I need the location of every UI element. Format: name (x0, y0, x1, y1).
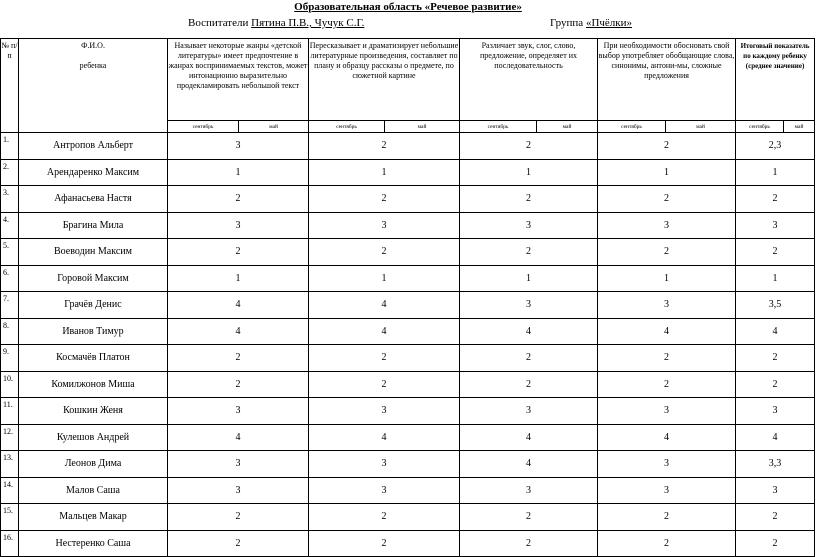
score-cell: 3 (460, 212, 598, 239)
score-cell: 1 (460, 159, 598, 186)
child-name: Афанасьева Настя (19, 186, 168, 213)
educators: Воспитатели Пятина П.В., Чучук С.Г. (188, 17, 365, 29)
score-cell: 2 (309, 133, 460, 160)
row-number: 12. (1, 424, 19, 451)
header-num: № п/п (1, 39, 19, 133)
row-number: 4. (1, 212, 19, 239)
table-row (1, 133, 815, 160)
score-cell: 2 (460, 239, 598, 266)
sub-may: май (537, 121, 598, 133)
score-cell: 2 (168, 345, 309, 372)
score-cell: 2 (309, 186, 460, 213)
row-number: 6. (1, 265, 19, 292)
sub-sep: сентябрь (460, 121, 537, 133)
score-cell: 4 (460, 424, 598, 451)
child-name: Арендаренко Максим (19, 159, 168, 186)
child-name: Воеводин Максим (19, 239, 168, 266)
score-cell: 1 (460, 265, 598, 292)
score-cell: 2 (309, 371, 460, 398)
table-row (1, 530, 815, 557)
score-cell: 3 (168, 133, 309, 160)
table-row (1, 265, 815, 292)
score-cell: 2 (598, 133, 736, 160)
score-cell: 4 (168, 318, 309, 345)
table-row (1, 504, 815, 531)
child-name: Космачёв Платон (19, 345, 168, 372)
row-number: 7. (1, 292, 19, 319)
row-number: 2. (1, 159, 19, 186)
score-cell: 2 (736, 345, 815, 372)
score-cell: 4 (598, 318, 736, 345)
score-cell: 2 (598, 345, 736, 372)
table-row (1, 239, 815, 266)
table-row (1, 398, 815, 425)
row-number: 1. (1, 133, 19, 160)
table-row (1, 371, 815, 398)
score-cell: 3,3 (736, 451, 815, 478)
sub-may: май (385, 121, 460, 133)
row-number: 16. (1, 530, 19, 557)
score-cell: 2 (736, 530, 815, 557)
score-cell: 3 (460, 398, 598, 425)
score-cell: 2 (460, 186, 598, 213)
score-cell: 2 (598, 186, 736, 213)
score-cell: 4 (309, 424, 460, 451)
assessment-table (0, 38, 815, 557)
header-c2: Пересказывает и драматизирует небольшие литературные произведения, составляет по плану и образцу рассказы о предмете, по сюжетной картине (309, 39, 460, 121)
score-cell: 3,5 (736, 292, 815, 319)
score-cell: 2 (598, 504, 736, 531)
child-name: Кулешов Андрей (19, 424, 168, 451)
score-cell: 2 (309, 530, 460, 557)
child-name: Кошкин Женя (19, 398, 168, 425)
score-cell: 2 (309, 239, 460, 266)
score-cell: 3 (168, 451, 309, 478)
score-cell: 2 (460, 371, 598, 398)
score-cell: 2 (309, 345, 460, 372)
score-cell: 1 (309, 265, 460, 292)
sub-may: май (239, 121, 309, 133)
score-cell: 3 (309, 477, 460, 504)
row-number: 8. (1, 318, 19, 345)
header-c4: При необходимости обосновать свой выбор употребляет обобщающие слова, синонимы, антони-мы, сложные предложения (598, 39, 736, 121)
score-cell: 4 (168, 292, 309, 319)
table-row (1, 318, 815, 345)
table-row (1, 345, 815, 372)
score-cell: 2 (309, 504, 460, 531)
row-number: 3. (1, 186, 19, 213)
row-number: 15. (1, 504, 19, 531)
score-cell: 1 (168, 265, 309, 292)
sub-may: май (784, 121, 815, 133)
child-name: Малов Саша (19, 477, 168, 504)
row-number: 5. (1, 239, 19, 266)
score-cell: 3 (460, 292, 598, 319)
table-row (1, 159, 815, 186)
child-name: Иванов Тимур (19, 318, 168, 345)
score-cell: 4 (736, 424, 815, 451)
table-row (1, 292, 815, 319)
score-cell: 3 (598, 292, 736, 319)
sub-may: май (666, 121, 736, 133)
score-cell: 3 (598, 398, 736, 425)
header-c3: Различает звук, слог, слово, предложение, определяет их последовательность (460, 39, 598, 121)
row-number: 10. (1, 371, 19, 398)
child-name: Нестеренко Саша (19, 530, 168, 557)
score-cell: 1 (736, 159, 815, 186)
score-cell: 3 (598, 477, 736, 504)
sub-sep: сентябрь (736, 121, 784, 133)
table-row (1, 212, 815, 239)
score-cell: 3 (168, 477, 309, 504)
score-cell: 2 (460, 530, 598, 557)
header-name: Ф.И.О. ребенка (19, 39, 168, 133)
score-cell: 2 (598, 239, 736, 266)
page-title: Образовательная область «Речевое развитие» (294, 1, 522, 13)
score-cell: 2 (168, 371, 309, 398)
child-name: Мальцев Макар (19, 504, 168, 531)
header-c5: Итоговый показатель по каждому ребенку (среднее значение) (736, 39, 815, 121)
score-cell: 3 (309, 451, 460, 478)
row-number: 14. (1, 477, 19, 504)
sub-sep: сентябрь (598, 121, 666, 133)
score-cell: 1 (598, 159, 736, 186)
score-cell: 4 (309, 292, 460, 319)
score-cell: 2 (168, 530, 309, 557)
score-cell: 2 (460, 345, 598, 372)
group: Группа «Пчёлки» (550, 17, 633, 29)
score-cell: 4 (736, 318, 815, 345)
score-cell: 4 (460, 318, 598, 345)
score-cell: 4 (598, 424, 736, 451)
score-cell: 3 (460, 477, 598, 504)
child-name: Горовой Максим (19, 265, 168, 292)
table-row (1, 186, 815, 213)
score-cell: 1 (168, 159, 309, 186)
score-cell: 2 (598, 371, 736, 398)
score-cell: 1 (736, 265, 815, 292)
score-cell: 2 (736, 504, 815, 531)
row-number: 13. (1, 451, 19, 478)
score-cell: 3 (598, 212, 736, 239)
score-cell: 2 (736, 186, 815, 213)
score-cell: 2 (598, 530, 736, 557)
header-line (0, 17, 816, 33)
score-cell: 2 (736, 239, 815, 266)
child-name: Брагина Мила (19, 212, 168, 239)
child-name: Антропов Альберт (19, 133, 168, 160)
child-name: Комилжонов Миша (19, 371, 168, 398)
score-cell: 2 (168, 239, 309, 266)
table-row (1, 477, 815, 504)
score-cell: 2 (736, 371, 815, 398)
score-cell: 2 (168, 186, 309, 213)
score-cell: 3 (598, 451, 736, 478)
child-name: Грачёв Денис (19, 292, 168, 319)
score-cell: 3 (736, 477, 815, 504)
score-cell: 3 (168, 398, 309, 425)
score-cell: 4 (309, 318, 460, 345)
score-cell: 3 (736, 398, 815, 425)
score-cell: 3 (309, 398, 460, 425)
child-name: Леонов Дима (19, 451, 168, 478)
score-cell: 2 (460, 133, 598, 160)
sub-sep: сентябрь (168, 121, 239, 133)
score-cell: 3 (736, 212, 815, 239)
sub-sep: сентябрь (309, 121, 385, 133)
score-cell: 3 (309, 212, 460, 239)
score-cell: 2,3 (736, 133, 815, 160)
score-cell: 2 (460, 504, 598, 531)
score-cell: 4 (168, 424, 309, 451)
header-c1: Называет некоторые жанры «детской литературы» имеет предпочтение в жанрах воспринимаемых текстов, может интонационно выразительно продекламировать небольшой текст (168, 39, 309, 121)
score-cell: 4 (460, 451, 598, 478)
row-number: 11. (1, 398, 19, 425)
row-number: 9. (1, 345, 19, 372)
score-cell: 3 (168, 212, 309, 239)
table-row (1, 451, 815, 478)
table-row (1, 424, 815, 451)
score-cell: 1 (598, 265, 736, 292)
score-cell: 1 (309, 159, 460, 186)
score-cell: 2 (168, 504, 309, 531)
